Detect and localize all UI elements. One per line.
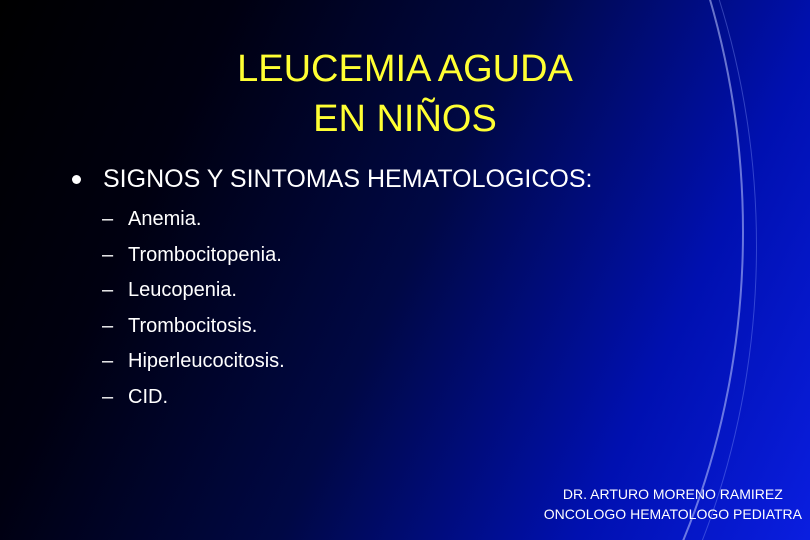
dash-icon: – bbox=[102, 385, 114, 408]
dash-icon: – bbox=[102, 279, 114, 301]
list-item bbox=[102, 380, 285, 416]
list-item-text: Trombocitopenia. bbox=[128, 243, 282, 266]
list-item bbox=[102, 202, 285, 238]
main-bullet-text: SIGNOS Y SINTOMAS HEMATOLOGICOS: bbox=[103, 165, 593, 193]
list-item-text: Trombocitosis. bbox=[128, 314, 258, 337]
dash-icon: – bbox=[102, 314, 114, 337]
author-name: DR. ARTURO MORENO RAMIREZ bbox=[562, 486, 783, 502]
bullet-dot-icon bbox=[72, 175, 81, 184]
slide-title bbox=[0, 44, 810, 144]
list-item bbox=[102, 344, 285, 380]
dash-icon: – bbox=[102, 208, 114, 230]
author-role: ONCOLOGO HEMATOLOGO PEDIATRA bbox=[543, 506, 802, 522]
symptom-list bbox=[102, 202, 285, 415]
list-item-text: Anemia. bbox=[128, 208, 202, 230]
list-item-text: Hiperleucocitosis. bbox=[128, 350, 285, 372]
dash-icon: – bbox=[102, 350, 114, 372]
author-credit bbox=[544, 484, 802, 524]
dash-icon: – bbox=[102, 243, 114, 266]
list-item-text: Leucopenia. bbox=[128, 279, 237, 301]
list-item bbox=[102, 309, 285, 345]
list-item bbox=[102, 238, 285, 274]
main-bullet bbox=[72, 165, 592, 194]
title-line-1: LEUCEMIA AGUDA bbox=[237, 48, 573, 90]
list-item bbox=[102, 273, 285, 309]
list-item-text: CID. bbox=[128, 385, 168, 408]
title-line-2: EN NIÑOS bbox=[313, 98, 497, 140]
